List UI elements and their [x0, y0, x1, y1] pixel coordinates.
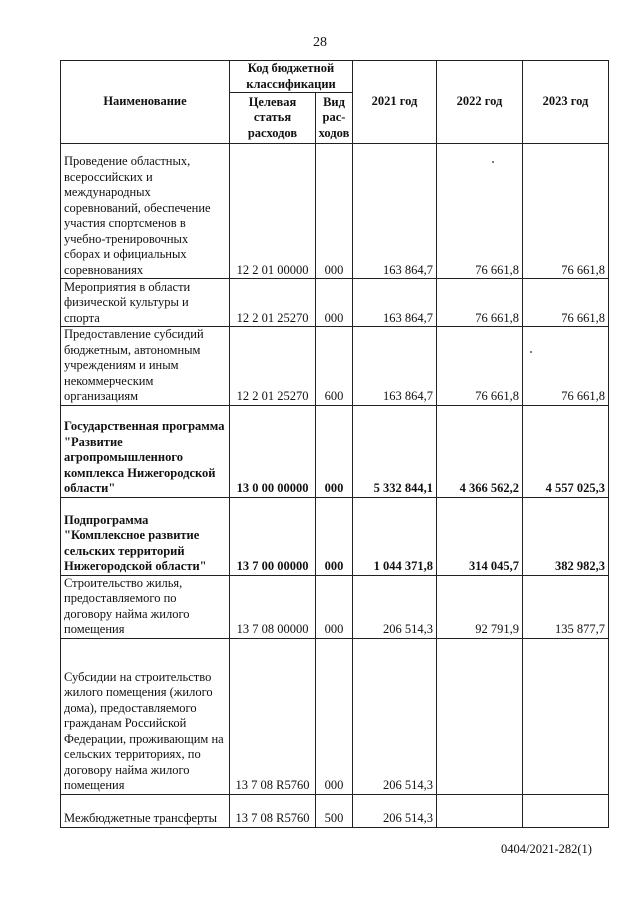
row-value-2022: 314 045,7 — [437, 497, 523, 575]
row-value-2023: 4 557 025,3 — [523, 405, 609, 497]
row-value-2023: 135 877,7 — [523, 575, 609, 638]
row-target-code: 12 2 01 00000 — [230, 144, 316, 279]
row-value-2022: 76 661,8 — [437, 327, 523, 406]
row-value-2021: 206 514,3 — [353, 638, 437, 794]
table-row — [61, 794, 609, 827]
header-2022: 2022 год — [437, 61, 523, 144]
row-expense-type: 000 — [316, 144, 353, 279]
row-value-2021: 206 514,3 — [353, 575, 437, 638]
row-name: Государственная программа "Развитие агропромышленного комплекса Нижегородской области" — [61, 405, 230, 497]
row-name: Предоставление субсидий бюджетным, автономным учреждениям и иным некоммерческим организациям — [61, 327, 230, 406]
row-value-2023: 382 982,3 — [523, 497, 609, 575]
row-expense-type: 600 — [316, 327, 353, 406]
row-expense-type: 000 — [316, 575, 353, 638]
row-value-2023: 76 661,8 — [523, 144, 609, 279]
row-value-2021: 206 514,3 — [353, 794, 437, 827]
row-expense-type: 000 — [316, 405, 353, 497]
row-name: Проведение областных, всероссийских и международных соревнований, обеспечение участия спортсменов в учебно-тренировочных сборах и официальных соревнованиях — [61, 144, 230, 279]
row-name: Мероприятия в области физической культуры и спорта — [61, 279, 230, 327]
row-name: Межбюджетные трансферты — [61, 794, 230, 827]
header-2023: 2023 год — [523, 61, 609, 144]
row-expense-type: 000 — [316, 497, 353, 575]
row-value-2021: 5 332 844,1 — [353, 405, 437, 497]
header-2021: 2021 год — [353, 61, 437, 144]
header-expense-type: Вид рас-ходов — [316, 93, 353, 144]
row-target-code: 13 7 00 00000 — [230, 497, 316, 575]
header-classification: Код бюджетной классификации — [230, 61, 353, 93]
row-target-code: 13 7 08 R5760 — [230, 794, 316, 827]
table-row — [61, 575, 609, 638]
row-target-code: 13 7 08 00000 — [230, 575, 316, 638]
scan-speck — [492, 161, 494, 163]
row-target-code: 13 7 08 R5760 — [230, 638, 316, 794]
row-value-2023 — [523, 794, 609, 827]
row-value-2023: 76 661,8 — [523, 327, 609, 406]
row-target-code: 12 2 01 25270 — [230, 327, 316, 406]
row-name: Субсидии на строительство жилого помещения (жилого дома), предоставляемого гражданам Российской Федерации, проживающим на сельских территориях, по договору найма жилого помещения — [61, 638, 230, 794]
row-value-2021: 163 864,7 — [353, 279, 437, 327]
row-value-2023 — [523, 638, 609, 794]
row-value-2021: 163 864,7 — [353, 144, 437, 279]
table-row — [61, 497, 609, 575]
budget-table — [60, 60, 609, 828]
row-value-2021: 1 044 371,8 — [353, 497, 437, 575]
row-value-2022 — [437, 794, 523, 827]
table-row — [61, 327, 609, 406]
table-row — [61, 638, 609, 794]
table-row — [61, 405, 609, 497]
row-expense-type: 000 — [316, 279, 353, 327]
row-target-code: 13 0 00 00000 — [230, 405, 316, 497]
row-name: Строительство жилья, предоставляемого по договору найма жилого помещения — [61, 575, 230, 638]
row-name: Подпрограмма "Комплексное развитие сельских территорий Нижегородской области" — [61, 497, 230, 575]
table-row — [61, 144, 609, 279]
row-value-2022: 76 661,8 — [437, 279, 523, 327]
header-target-item: Целевая статья расходов — [230, 93, 316, 144]
document-code: 0404/2021-282(1) — [501, 842, 592, 856]
row-value-2021: 163 864,7 — [353, 327, 437, 406]
row-value-2022: 92 791,9 — [437, 575, 523, 638]
row-expense-type: 500 — [316, 794, 353, 827]
page-number: 28 — [313, 35, 327, 50]
scan-speck — [530, 351, 532, 353]
row-value-2022 — [437, 638, 523, 794]
row-target-code: 12 2 01 25270 — [230, 279, 316, 327]
row-value-2023: 76 661,8 — [523, 279, 609, 327]
row-value-2022: 76 661,8 — [437, 144, 523, 279]
table-row — [61, 279, 609, 327]
header-name: Наименование — [61, 61, 230, 144]
row-expense-type: 000 — [316, 638, 353, 794]
row-value-2022: 4 366 562,2 — [437, 405, 523, 497]
